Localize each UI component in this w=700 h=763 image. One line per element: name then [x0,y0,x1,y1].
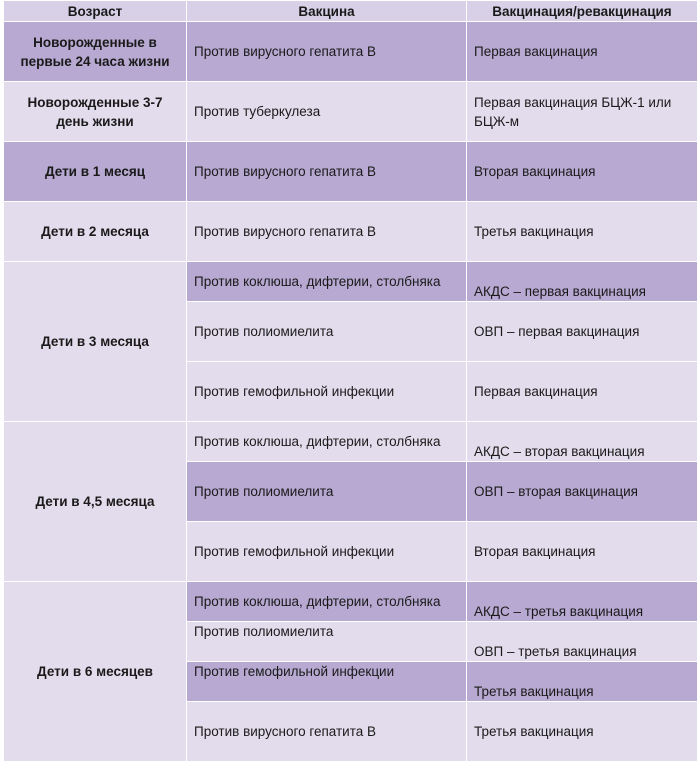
table-row [4,422,698,462]
vaccine-cell: Против полиомиелита [187,462,467,522]
vaccine-cell: Против вирусного гепатита В [187,702,467,762]
vaccine-cell: Против полиомиелита [187,622,467,662]
vaccination-type-cell: АКДС – третья вакцинация [467,582,698,622]
vaccination-schedule-table [3,0,698,762]
table-row [4,82,698,142]
vaccination-type-cell: Первая вакцинация [467,22,698,82]
header-vaccine: Вакцина [187,1,467,22]
vaccine-cell: Против коклюша, дифтерии, столбняка [187,262,467,302]
age-cell: Дети в 6 месяцев [4,582,187,762]
vaccination-type-cell: ОВП – первая вакцинация [467,302,698,362]
vaccination-type-cell: ОВП – третья вакцинация [467,622,698,662]
age-cell: Дети в 3 месяца [4,262,187,422]
header-age: Возраст [4,1,187,22]
vaccination-type-cell: ОВП – вторая вакцинация [467,462,698,522]
vaccine-cell: Против вирусного гепатита В [187,202,467,262]
age-cell: Дети в 2 месяца [4,202,187,262]
table-row [4,202,698,262]
vaccination-type-cell: АКДС – вторая вакцинация [467,422,698,462]
vaccine-cell: Против полиомиелита [187,302,467,362]
table-row [4,262,698,302]
vaccination-type-cell: Первая вакцинация [467,362,698,422]
header-vaccination-type: Вакцинация/ревакцинация [467,1,698,22]
vaccine-cell: Против гемофильной инфекции [187,522,467,582]
vaccine-cell: Против туберкулеза [187,82,467,142]
age-cell: Дети в 1 месяц [4,142,187,202]
vaccine-cell: Против гемофильной инфекции [187,362,467,422]
vaccination-type-cell: Третья вакцинация [467,702,698,762]
table-header-row [4,1,698,22]
vaccination-type-cell: АКДС – первая вакцинация [467,262,698,302]
table-row [4,582,698,622]
vaccination-type-cell: Вторая вакцинация [467,522,698,582]
vaccine-cell: Против вирусного гепатита В [187,22,467,82]
age-cell: Новорожденные 3-7 день жизни [4,82,187,142]
vaccination-type-cell: Третья вакцинация [467,202,698,262]
vaccine-cell: Против вирусного гепатита В [187,142,467,202]
table-row [4,22,698,82]
age-cell: Дети в 4,5 месяца [4,422,187,582]
vaccine-cell: Против коклюша, дифтерии, столбняка [187,582,467,622]
vaccination-type-cell: Третья вакцинация [467,662,698,702]
age-cell: Новорожденные в первые 24 часа жизни [4,22,187,82]
vaccine-cell: Против гемофильной инфекции [187,662,467,702]
vaccination-type-cell: Первая вакцинация БЦЖ-1 или БЦЖ-м [467,82,698,142]
table-row [4,142,698,202]
vaccination-type-cell: Вторая вакцинация [467,142,698,202]
vaccine-cell: Против коклюша, дифтерии, столбняка [187,422,467,462]
